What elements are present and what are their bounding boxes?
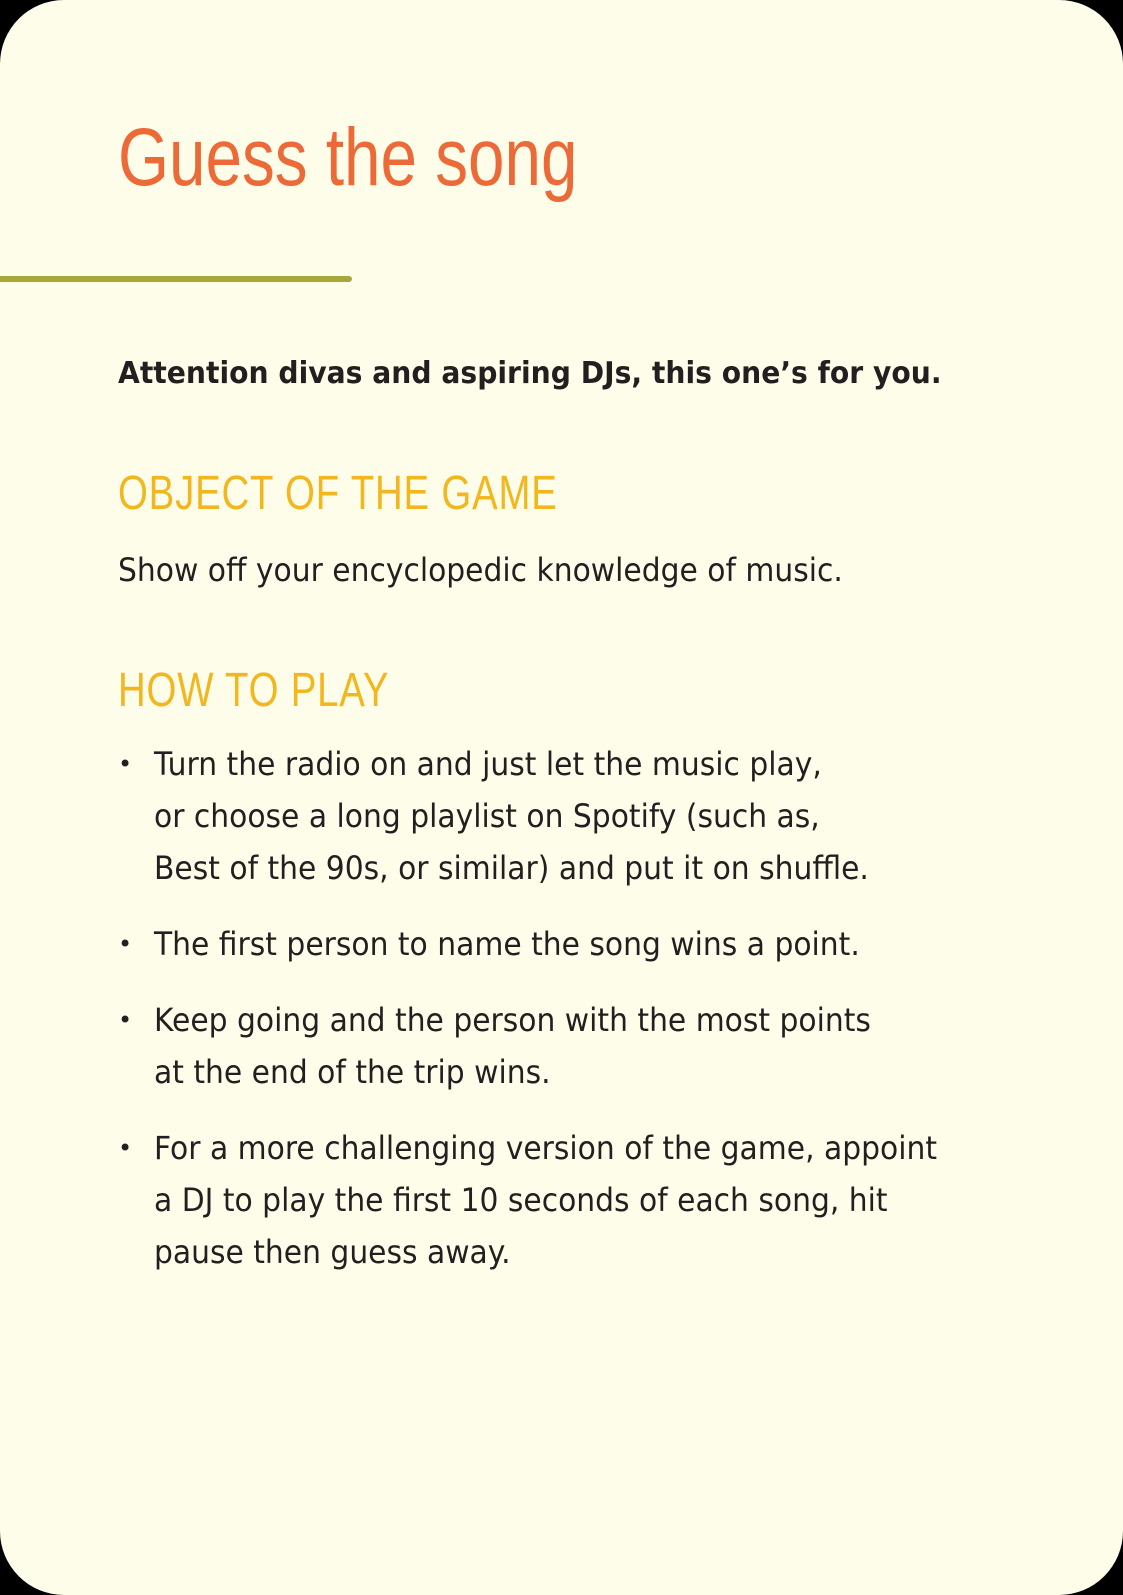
title-divider <box>0 276 352 282</box>
rule-item <box>118 994 1018 1098</box>
rule-item <box>118 918 1018 970</box>
bullet-icon: • <box>118 1134 133 1162</box>
rule-text-line: Best of the 90s, or similar) and put it on shuffle. <box>154 849 869 887</box>
rule-item <box>118 738 1018 894</box>
rules-list <box>118 738 1018 1302</box>
object-heading: OBJECT OF THE GAME <box>118 467 558 520</box>
rule-text-line: or choose a long playlist on Spotify (such as, <box>154 797 820 835</box>
rule-text-line: at the end of the trip wins. <box>154 1053 551 1091</box>
rule-text-line: a DJ to play the first 10 seconds of each song, hit <box>154 1181 888 1219</box>
how-to-play-heading: HOW TO PLAY <box>118 664 390 717</box>
bullet-icon: • <box>118 750 133 778</box>
card-title: Guess the song <box>118 112 578 203</box>
object-text: Show off your encyclopedic knowledge of music. <box>118 551 843 589</box>
intro-text: Attention divas and aspiring DJs, this one’s for you. <box>118 356 942 391</box>
rule-text-line: For a more challenging version of the game, appoint <box>154 1129 938 1167</box>
rule-item <box>118 1122 1018 1278</box>
rule-text-line: Turn the radio on and just let the music play, <box>154 745 822 783</box>
rule-text-line: Keep going and the person with the most points <box>154 1001 871 1039</box>
bullet-icon: • <box>118 1006 133 1034</box>
rule-text-line: The first person to name the song wins a point. <box>154 925 860 963</box>
rule-text-line: pause then guess away. <box>154 1233 511 1271</box>
bullet-icon: • <box>118 930 133 958</box>
